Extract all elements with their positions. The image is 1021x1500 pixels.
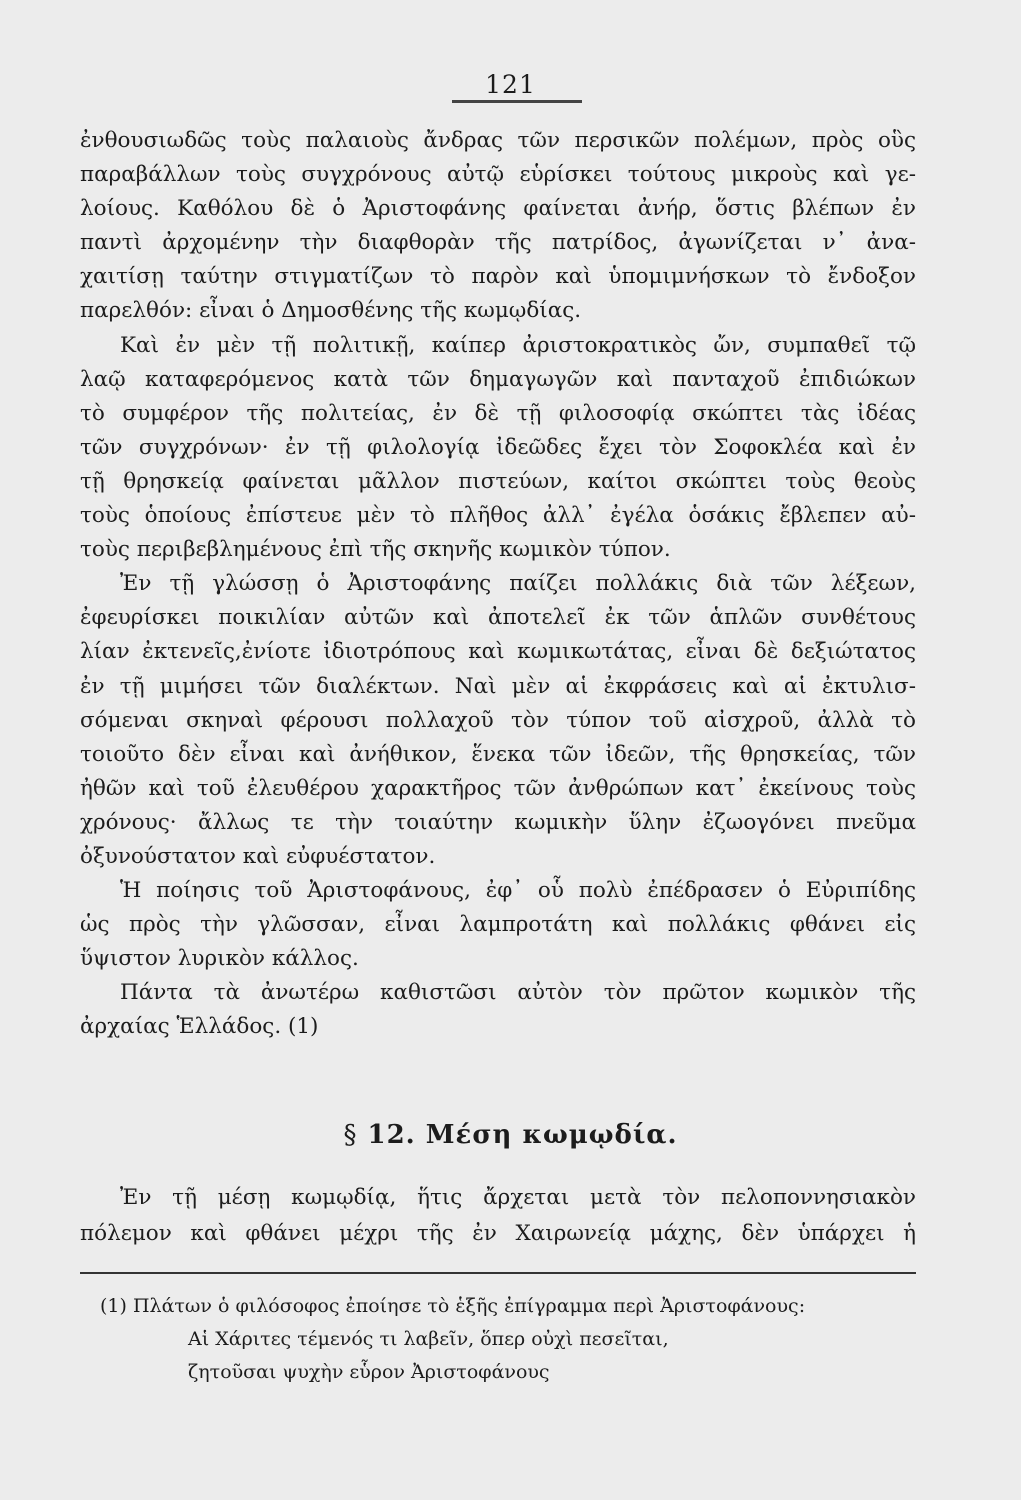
text-line: σόμεναι σκηναὶ φέρουσι πολλαχοῦ τὸν τύπον τοῦ αἰσχροῦ, ἀλλὰ τὸ xyxy=(80,707,916,733)
text-line: χαιτίσῃ ταύτην στιγματίζων τὸ παρὸν καὶ ὑπομιμνήσκων τὸ ἔνδοξον xyxy=(80,264,916,290)
text-line: τοὺς περιβεβλημένους ἐπὶ τῆς σκηνῆς κωμικὸν τύπον. xyxy=(80,537,671,563)
text-line: τοιοῦτο δὲν εἶναι καὶ ἀνήθικον, ἕνεκα τῶν ἰδεῶν, τῆς θρησκείας, τῶν xyxy=(80,741,916,767)
paragraph xyxy=(80,874,916,976)
main-text xyxy=(80,124,916,1045)
text-line: Πάντα τὰ ἀνωτέρω καθιστῶσι αὐτὸν τὸν πρῶτον κωμικὸν τῆς xyxy=(120,980,916,1006)
footnote xyxy=(100,1290,930,1389)
section-paragraph xyxy=(80,1180,916,1252)
text-line: Ἐν τῇ γλώσσῃ ὁ Ἀριστοφάνης παίζει πολλάκις διὰ τῶν λέξεων, xyxy=(120,571,916,597)
text-line: Ἐν τῇ μέσῃ κωμῳδίᾳ, ἥτις ἄρχεται μετὰ τὸν πελοποννησιακὸν xyxy=(120,1185,916,1210)
paragraph xyxy=(80,567,916,874)
section-symbol: § xyxy=(343,1120,358,1150)
footnote-intro: Πλάτων ὁ φιλόσοφος ἐποίησε τὸ ἑξῆς ἐπίγραμμα περὶ Ἀριστοφάνους: xyxy=(132,1295,806,1317)
text-line: ἐφευρίσκει ποικιλίαν αὐτῶν καὶ ἀποτελεῖ ἐκ τῶν ἁπλῶν συνθέτους xyxy=(80,605,916,631)
text-line: χρόνους· ἄλλως τε τὴν τοιαύτην κωμικὴν ὕλην ἐζωογόνει πνεῦμα xyxy=(80,809,916,835)
text-line: ἀρχαίας Ἑλλάδος. (1) xyxy=(80,1014,319,1040)
text-line: τὸ συμφέρον τῆς πολιτείας, ἐν δὲ τῇ φιλοσοφίᾳ σκώπτει τὰς ἰδέας xyxy=(80,400,916,426)
paragraph xyxy=(80,976,916,1044)
footnote-rule xyxy=(80,1272,916,1274)
footnote-verse-line: ζητοῦσαι ψυχὴν εὗρον Ἀριστοφάνους xyxy=(188,1361,550,1383)
text-line: λοίους. Καθόλου δὲ ὁ Ἀριστοφάνης φαίνεται ἀνήρ, ὅστις βλέπων ἐν xyxy=(80,196,916,222)
page-number: 121 xyxy=(485,70,536,99)
paragraph xyxy=(80,329,916,568)
text-line: ὀξυνούστατον καὶ εὐφυέστατον. xyxy=(80,843,436,869)
text-line: τῇ θρησκείᾳ φαίνεται μᾶλλον πιστεύων, καίτοι σκώπτει τοὺς θεοὺς xyxy=(80,468,916,494)
text-line: ἐνθουσιωδῶς τοὺς παλαιοὺς ἄνδρας τῶν περσικῶν πολέμων, πρὸς οὓς xyxy=(80,128,916,153)
text-line: παραβάλλων τοὺς συγχρόνους αὐτῷ εὑρίσκει τούτους μικροὺς καὶ γε- xyxy=(80,162,916,188)
text-line: λίαν ἐκτενεῖς,ἐνίοτε ἰδιοτρόπους καὶ κωμικωτάτας, εἶναι δὲ δεξιώτατος xyxy=(80,639,916,665)
text-line: τοὺς ὁποίους ἐπίστευε μὲν τὸ πλῆθος ἀλλ᾽ ἐγέλα ὁσάκις ἔβλεπεν αὐ- xyxy=(80,503,916,529)
page-number-rule xyxy=(452,100,582,103)
text-line: ὕψιστον λυρικὸν κάλλος. xyxy=(80,946,359,972)
footnote-marker: (1) xyxy=(100,1295,127,1317)
text-line: παρελθόν: εἶναι ὁ Δημοσθένης τῆς κωμῳδίας. xyxy=(80,298,582,324)
text-line: ἐν τῇ μιμήσει τῶν διαλέκτων. Ναὶ μὲν αἱ ἐκφράσεις καὶ αἱ ἐκτυλισ- xyxy=(80,673,916,699)
footnote-verse-line: Αἱ Χάριτες τέμενός τι λαβεῖν, ὅπερ οὐχὶ πεσεῖται, xyxy=(188,1328,669,1350)
text-line: παντὶ ἀρχομένην τὴν διαφθορὰν τῆς πατρίδος, ἀγωνίζεται ν᾽ ἀνα- xyxy=(80,230,916,256)
text-line: ἠθῶν καὶ τοῦ ἐλευθέρου χαρακτῆρος τῶν ἀνθρώπων κατ᾽ ἐκείνους τοὺς xyxy=(80,775,916,801)
section-heading xyxy=(0,1120,1021,1150)
text-line: ὡς πρὸς τὴν γλῶσσαν, εἶναι λαμπροτάτη καὶ πολλάκις φθάνει εἰς xyxy=(80,912,916,938)
text-line: Ἡ ποίησις τοῦ Ἀριστοφάνους, ἐφ᾽ οὗ πολὺ ἐπέδρασεν ὁ Εὐριπίδης xyxy=(120,878,916,904)
paragraph xyxy=(80,124,916,329)
text-line: λαῷ καταφερόμενος κατὰ τῶν δημαγωγῶν καὶ πανταχοῦ ἐπιδιώκων xyxy=(80,366,916,392)
section-title: 12. Μέση κωμῳδία. xyxy=(367,1120,678,1150)
text-line: τῶν συγχρόνων· ἐν τῇ φιλολογίᾳ ἰδεῶδες ἔχει τὸν Σοφοκλέα καὶ ἐν xyxy=(80,434,916,460)
text-line: πόλεμον καὶ φθάνει μέχρι τῆς ἐν Χαιρωνείᾳ μάχης, δὲν ὑπάρχει ἡ xyxy=(80,1221,916,1246)
text-line: Καὶ ἐν μὲν τῇ πολιτικῇ, καίπερ ἀριστοκρατικὸς ὤν, συμπαθεῖ τῷ xyxy=(120,332,916,358)
